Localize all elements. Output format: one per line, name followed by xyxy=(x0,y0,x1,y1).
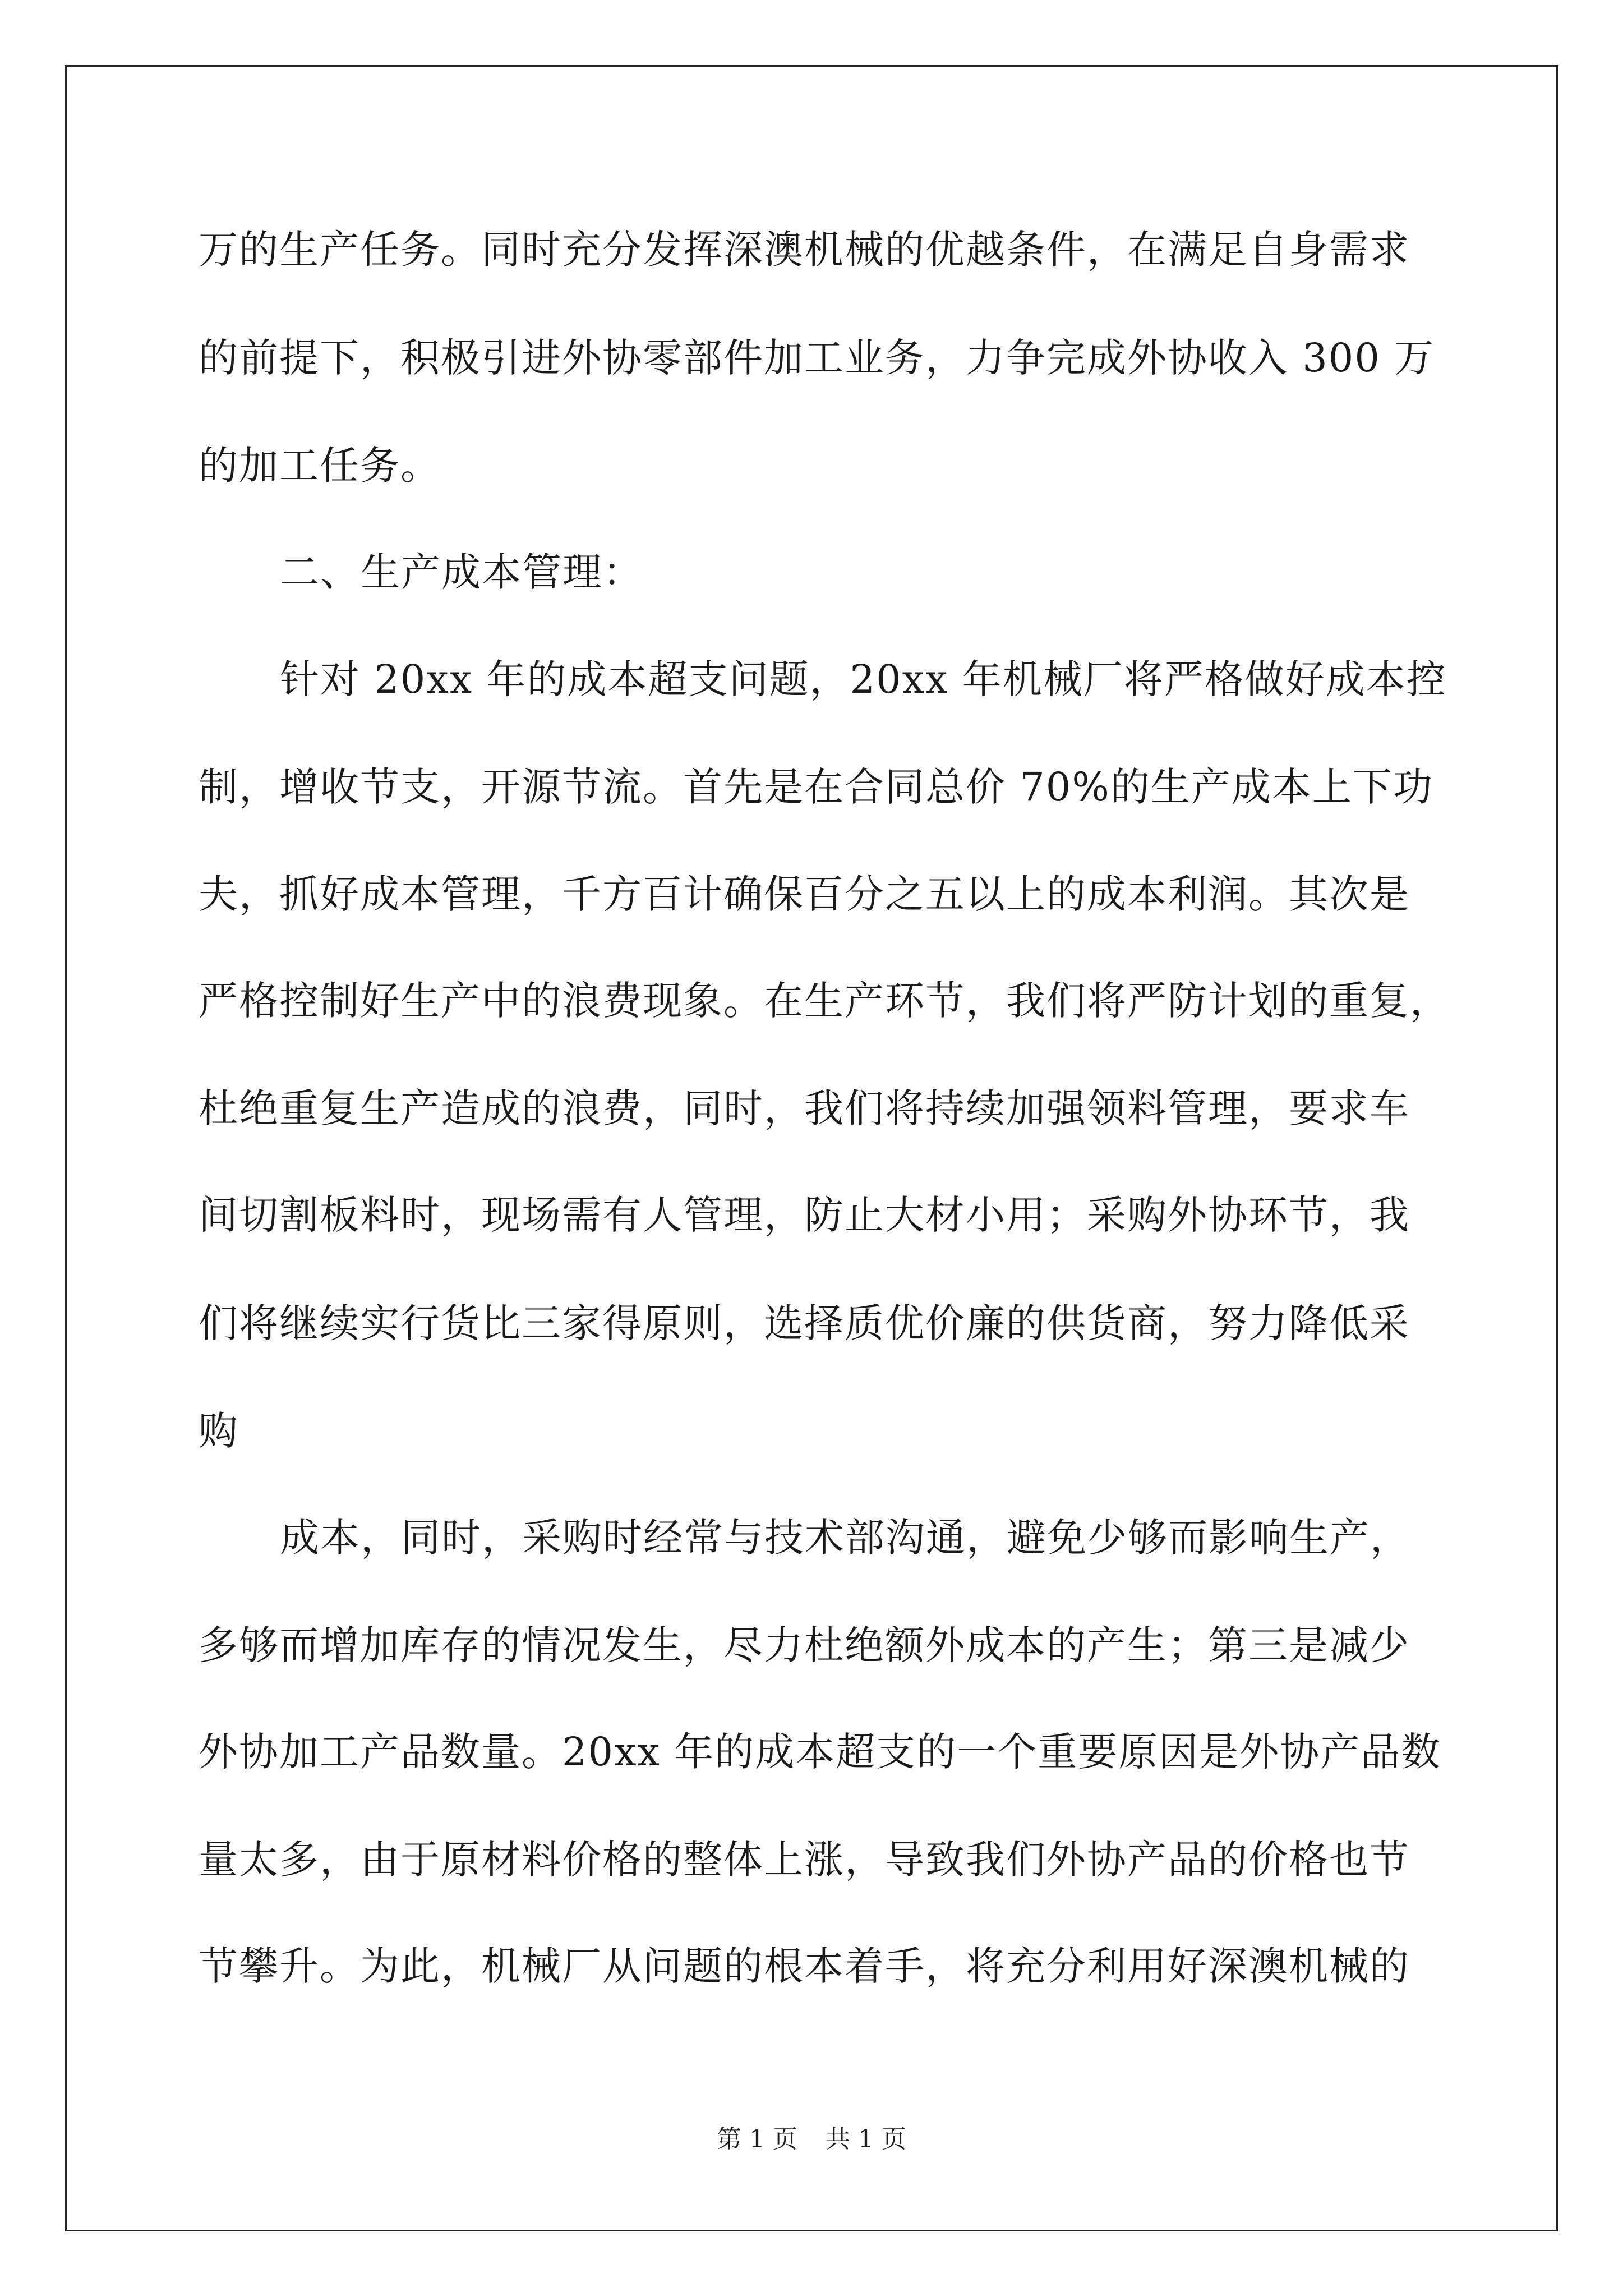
text-line: 成本，同时，采购时经常与技术部沟通，避免少够而影响生产， xyxy=(280,1515,1410,1561)
text-line: 的前提下，积极引进外协零部件加工业务，力争完成外协收入 300 万 xyxy=(199,335,1435,381)
page-footer xyxy=(0,2127,1623,2152)
text-line: 购 xyxy=(199,1408,239,1454)
text-line: 制，增收节支，开源节流。首先是在合同总价 70%的生产成本上下功 xyxy=(199,764,1433,810)
text-line: 量太多，由于原材料价格的整体上涨，导致我们外协产品的价格也节 xyxy=(199,1837,1410,1883)
text-line: 夫，抓好成本管理，千方百计确保百分之五以上的成本利润。其次是 xyxy=(199,871,1410,917)
text-line: 节攀升。为此，机械厂从问题的根本着手，将充分利用好深澳机械的 xyxy=(199,1943,1410,1989)
text-line: 外协加工产品数量。20xx 年的成本超支的一个重要原因是外协产品数 xyxy=(199,1729,1442,1775)
page-border xyxy=(65,65,1558,2231)
text-line: 们将继续实行货比三家得原则，选择质优价廉的供货商，努力降低采 xyxy=(199,1300,1410,1346)
text-line: 间切割板料时，现场需有人管理，防止大材小用；采购外协环节，我 xyxy=(199,1192,1410,1238)
page-count: 共 1 页 xyxy=(826,2125,906,2154)
text-line: 严格控制好生产中的浪费现象。在生产环节，我们将严防计划的重复， xyxy=(199,978,1450,1024)
text-line: 针对 20xx 年的成本超支问题，20xx 年机械厂将严格做好成本控 xyxy=(280,656,1447,702)
text-line: 多够而增加库存的情况发生，尽力杜绝额外成本的产生；第三是减少 xyxy=(199,1622,1410,1668)
text-line: 的加工任务。 xyxy=(199,443,441,489)
page-number: 第 1 页 xyxy=(717,2125,797,2154)
section-heading: 二、生产成本管理： xyxy=(280,549,643,595)
text-line: 万的生产任务。同时充分发挥深澳机械的优越条件，在满足自身需求 xyxy=(199,227,1410,273)
text-line: 杜绝重复生产造成的浪费，同时，我们将持续加强领料管理，要求车 xyxy=(199,1085,1410,1131)
